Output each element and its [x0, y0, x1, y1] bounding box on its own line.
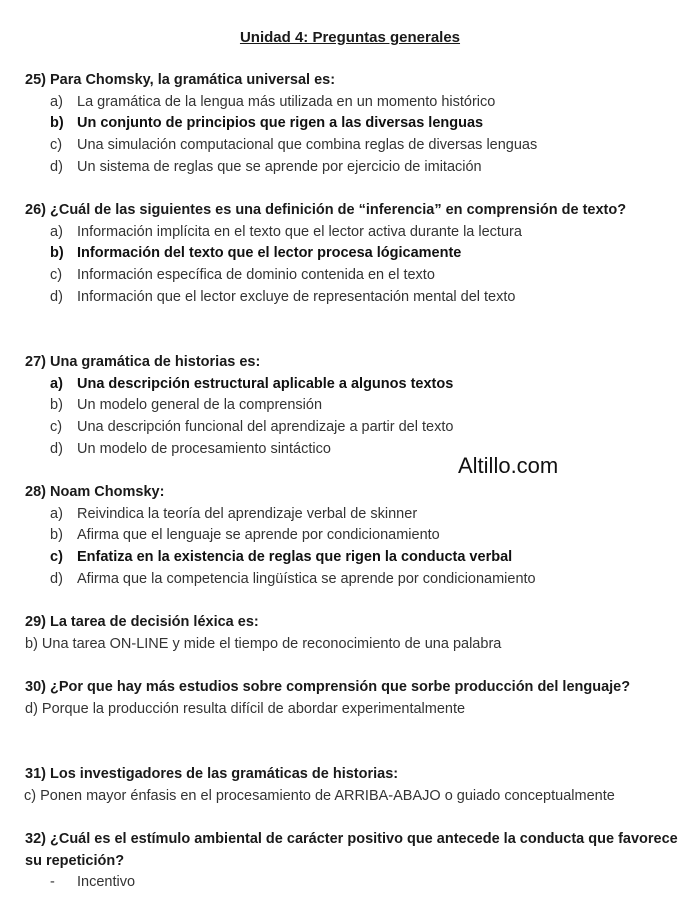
- option-b-correct: b) Información del texto que el lector procesa lógicamente: [50, 245, 462, 262]
- option-c-correct: c) Enfatiza en la existencia de reglas que rigen la conducta verbal: [50, 549, 513, 566]
- question-30: [25, 677, 685, 720]
- option-c: c) Información específica de dominio contenida en el texto: [50, 267, 435, 284]
- question-29: [25, 612, 685, 655]
- question-28: [25, 482, 685, 591]
- option-d: d) Un modelo de procesamiento sintáctico: [50, 440, 331, 457]
- option-a-correct: a) Una descripción estructural aplicable a algunos textos: [50, 375, 454, 392]
- option-d: d) Información que el lector excluye de representación mental del texto: [50, 288, 516, 305]
- answer-text: b) Una tarea ON-LINE y mide el tiempo de reconocimiento de una palabra: [25, 635, 502, 652]
- question-text: 28) Noam Chomsky:: [25, 484, 165, 500]
- answer-text: d) Porque la producción resulta difícil de abordar experimentalmente: [25, 700, 466, 717]
- answer-text: c) Ponen mayor énfasis en el procesamiento de ARRIBA-ABAJO o guiado conceptualmente: [24, 787, 615, 804]
- question-25: [25, 70, 685, 179]
- question-text: 26) ¿Cuál de las siguientes es una definición de “inferencia” en comprensión de texto?: [25, 202, 627, 218]
- option-c: c) Una simulación computacional que combina reglas de diversas lenguas: [50, 137, 538, 154]
- question-27: [25, 352, 685, 461]
- question-text: 32) ¿Cuál es el estímulo ambiental de carácter positivo que antecede la conducta que favorece su repetición?: [25, 831, 678, 869]
- option-a: a) Reivindica la teoría del aprendizaje verbal de skinner: [50, 505, 418, 522]
- answer-bullet-item: - Incentivo: [50, 874, 136, 891]
- question-32: [25, 829, 685, 894]
- option-c: c) Una descripción funcional del aprendizaje a partir del texto: [50, 419, 454, 436]
- question-text: 29) La tarea de decisión léxica es:: [25, 614, 259, 630]
- watermark: Altillo.com: [458, 453, 559, 478]
- option-b-correct: b) Un conjunto de principios que rigen a las diversas lenguas: [50, 115, 484, 132]
- option-a: a) Información implícita en el texto que el lector activa durante la lectura: [50, 223, 522, 240]
- page-title: Unidad 4: Preguntas generales: [239, 29, 461, 46]
- question-text: 27) Una gramática de historias es:: [25, 354, 261, 370]
- option-a: a) La gramática de la lengua más utilizada en un momento histórico: [50, 93, 496, 110]
- question-text: 30) ¿Por que hay más estudios sobre comprensión que sorbe producción del lenguaje?: [25, 679, 631, 695]
- option-d: d) Afirma que la competencia lingüística se aprende por condicionamiento: [50, 570, 536, 587]
- question-text: 25) Para Chomsky, la gramática universal es:: [25, 72, 336, 88]
- question-text: 31) Los investigadores de las gramáticas de historias:: [25, 766, 399, 782]
- option-b: b) Un modelo general de la comprensión: [50, 397, 323, 414]
- question-26: [25, 200, 685, 309]
- option-d: d) Un sistema de reglas que se aprende por ejercicio de imitación: [50, 158, 482, 175]
- question-31: [25, 764, 685, 807]
- option-b: b) Afirma que el lenguaje se aprende por condicionamiento: [50, 527, 440, 544]
